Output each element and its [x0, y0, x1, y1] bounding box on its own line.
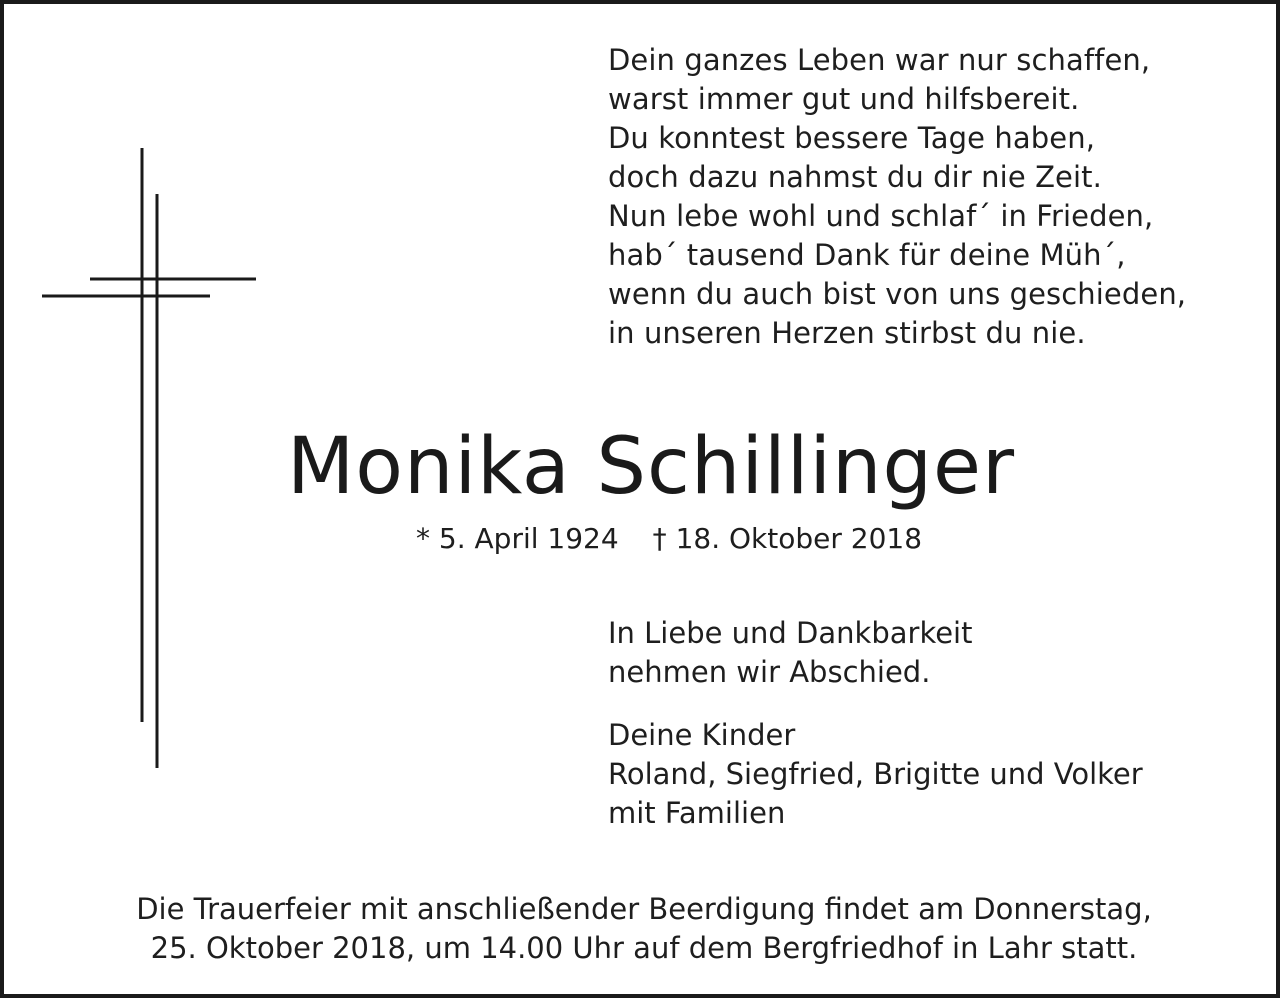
- notice-line: 25. Oktober 2018, um 14.00 Uhr auf dem Bergfriedhof in Lahr statt.: [150, 931, 1138, 965]
- poem-line: Nun lebe wohl und schlaf´ in Frieden,: [608, 199, 1154, 233]
- deceased-name: Monika Schillinger: [287, 422, 1016, 512]
- poem-line: wenn du auch bist von uns geschieden,: [608, 277, 1187, 311]
- birth-date: * 5. April 1924: [416, 522, 619, 555]
- life-dates: [416, 520, 922, 558]
- poem-line: Du konntest bessere Tage haben,: [608, 121, 1096, 155]
- poem-line: hab´ tausend Dank für deine Müh´,: [608, 238, 1126, 272]
- notice-line: Die Trauerfeier mit anschließender Beerdigung findet am Donnerstag,: [136, 892, 1152, 926]
- poem-line: in unseren Herzen stirbst du nie.: [608, 316, 1086, 350]
- double-cross-icon: [4, 4, 274, 784]
- signer-line: Deine Kinder: [608, 718, 796, 752]
- signer-line: Roland, Siegfried, Brigitte und Volker: [608, 757, 1143, 791]
- death-date: † 18. Oktober 2018: [652, 522, 923, 555]
- poem-line: doch dazu nahmst du dir nie Zeit.: [608, 160, 1102, 194]
- poem-line: warst immer gut und hilfsbereit.: [608, 82, 1080, 116]
- poem-line: Dein ganzes Leben war nur schaffen,: [608, 43, 1151, 77]
- farewell-message: [608, 614, 972, 692]
- signer-line: mit Familien: [608, 796, 786, 830]
- memorial-poem: [608, 41, 1268, 353]
- mourners-signature: [608, 716, 1143, 833]
- farewell-line: In Liebe und Dankbarkeit: [608, 616, 973, 650]
- funeral-service-notice: [8, 890, 1280, 968]
- farewell-line: nehmen wir Abschied.: [608, 655, 931, 689]
